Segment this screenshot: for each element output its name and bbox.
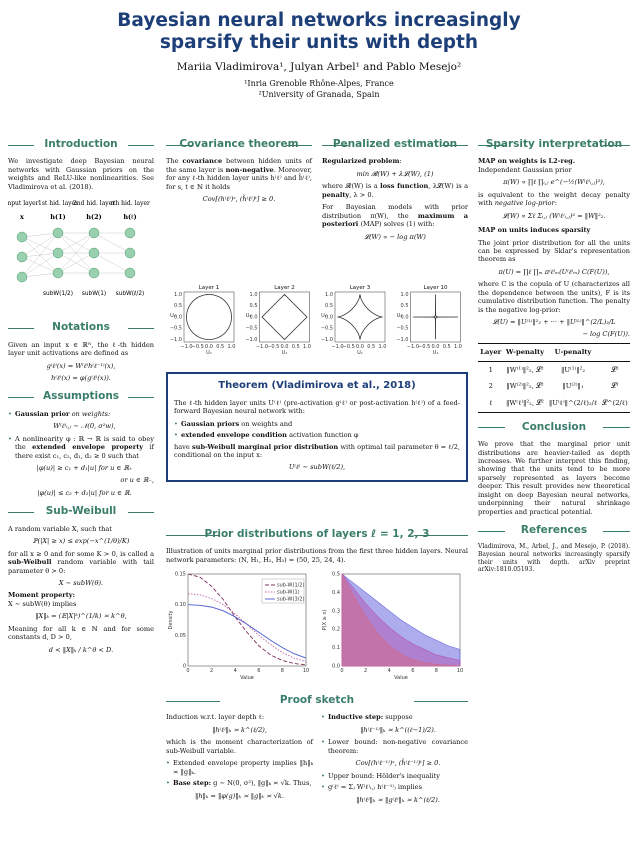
unit-ball-xtick: −1.0 [331, 344, 344, 350]
map-units-heading: MAP on units induces sparsity [478, 226, 591, 235]
chart-ytick: 0.3 [332, 608, 340, 615]
net-label-h2: 2nd hid. layer [72, 200, 116, 208]
sparsity-eq4: 𝓛(U) ≈ ‖U⁽¹⁾‖²₂ + ··· + ‖U⁽ᴸ⁾‖^(2/L)₂/L [492, 318, 616, 326]
unit-ball-ytick: 1.0 [249, 291, 258, 298]
sparsity-text3: where C is the copula of U (characterizes all the dependence between the units), F is its cumulative distribution function. The penalty is the negative log-prior: [478, 280, 630, 314]
unit-ball-ytick: −1.0 [396, 336, 409, 343]
notations-text: Given an input x ∈ ℝᴺ, the ℓ-th hidden layer unit activations are defined as [8, 340, 154, 358]
unit-ball-ylabel: U₂ [245, 313, 252, 319]
subweibull-eq3: ‖X‖ₖ = (𝔼|X|ᵏ)^(1/k) ≍ k^θ, [35, 612, 127, 621]
chart-xtick: 2 [210, 668, 214, 675]
penalized-text1: where 𝓡(W) is a loss function, λ𝓛(W) is a penalty, λ > 0. [322, 182, 469, 199]
unit-ball-xtick: 0.0 [356, 344, 364, 350]
unit-ball-xlabel: U₁ [206, 350, 212, 356]
net-var-h1: h(1) [50, 213, 66, 222]
prior-distributions-section [166, 520, 468, 691]
chart-xtick: 0 [186, 668, 190, 675]
chart-xtick: 6 [257, 668, 261, 675]
unit-ball-xtick: 1.0 [378, 344, 387, 350]
chart-ytick: 0.4 [332, 590, 340, 597]
table-header: Layer [480, 347, 502, 356]
subweibull-text2: for all x ≥ 0 and for some K > 0, is called a sub-Weibull random variable with tail parameter θ > 0: [8, 549, 154, 575]
proof-item: • Extended envelope property implies ‖h‖ₖ ≍ ‖g‖ₖ. [166, 759, 313, 776]
unit-ball-xtick: 1.0 [303, 344, 311, 350]
unit-ball-ytick: 0.0 [400, 314, 409, 321]
chart-xtick: 10 [302, 668, 310, 675]
hidden2-node [89, 268, 99, 278]
line-series [188, 605, 306, 658]
penalized-title: Penalized estimation [322, 138, 468, 151]
unit-ball-xtick: −0.5 [418, 344, 431, 350]
unit-ball-curve [413, 295, 458, 340]
net-label-h1: 1st hid. layer [38, 200, 78, 208]
line-series [188, 594, 306, 662]
unit-ball-ytick: −0.5 [245, 325, 258, 332]
chart-xlabel: Value [240, 675, 254, 682]
prior-charts-svg [166, 568, 468, 688]
net-var-h2: h(2) [86, 213, 102, 222]
chart-xtick: 10 [456, 668, 464, 675]
conclusion-text: We prove that the marginal prior unit distributions are heavier-tailed as depth increases. We further interpret this finding, showing that the units tend to be more sparsely represented as layers become deeper. This result provides new theoretical insight on deep Bayesian neural networks, underpinning their natural shrinkage properties and practical potential. [478, 440, 630, 516]
unit-ball-frame [260, 292, 310, 342]
chart-ytick: 0.05 [174, 633, 186, 640]
unit-ball-xtick: −1.0 [180, 344, 193, 350]
net-var-x: x [20, 213, 24, 222]
input-node [17, 232, 27, 242]
theorem-item: • Gaussian priors on weights and [174, 420, 460, 428]
regularized-problem: Regularized problem [322, 157, 400, 166]
table-header: U-penalty [554, 347, 592, 356]
unit-ball-xtick: 0.5 [291, 344, 300, 350]
unit-ball-ytick: 0.5 [249, 303, 258, 310]
unit-ball-xtick: 1.0 [454, 344, 462, 350]
penalized-eq1: min 𝓡(W) + λ𝓛(W), (1) [356, 169, 434, 178]
assumption-item: • A nonlinearity φ : ℝ → ℝ is said to obey the extended envelope property if there exist c₁, c₂, d₁, d₂ ≥ 0 such that |φ(u)| ≥ c₁ + d₁|u| for u ∈ ℝ₊ or u ∈ ℝ₋, |φ(u)| ≤ c₂ + d₂|u| for u ∈ ℝ. [8, 435, 154, 498]
input-node [17, 252, 27, 262]
subweibull-text1: A random variable X, such that [8, 524, 112, 533]
penalized-eq2: 𝓛(W) ∝ − log π(W) [364, 232, 426, 241]
net-label-input: input layer [8, 200, 39, 208]
unit-ball-ytick: 1.0 [174, 291, 182, 298]
covariance-eq: Cov[(h⁽ℓ⁾)ˢ, (h̃⁽ℓ⁾)ᵗ] ≥ 0. [202, 195, 276, 204]
column-2 [166, 130, 312, 208]
authors: Mariia Vladimirova¹, Julyan Arbel¹ and Pablo Mesejo² [176, 61, 462, 73]
unit-ball-xtick: −0.5 [191, 344, 204, 350]
hidden2-node [89, 248, 99, 258]
unit-ball-ytick: −1.0 [245, 336, 258, 343]
subweibull-title: Sub-Weibull [8, 505, 154, 518]
subweibull-text3: Meaning for all k ∈ ℕ and for some constants d, D > 0, [8, 624, 154, 642]
unit-ball-curve [262, 295, 307, 340]
unit-ball-frame [335, 292, 385, 342]
unit-ball-title: Layer 2 [274, 285, 295, 291]
prior-dist-text: Illustration of units marginal prior distributions from the first three hidden layers. Neural network parameters: (N, H₁, H₂, H₃) = (50, 25, 24, 4). [166, 547, 468, 564]
proof-right [321, 713, 468, 808]
chart-xlabel: Value [394, 675, 408, 682]
unit-ball-ytick: 0.0 [249, 314, 258, 321]
unit-ball-xtick: −0.5 [267, 344, 280, 350]
unit-ball-xtick: 0.5 [216, 344, 225, 350]
unit-ball-ytick: −0.5 [320, 325, 333, 332]
unit-ball-title: Layer 10 [423, 285, 448, 291]
unit-ball-xlabel: U₁ [432, 350, 439, 356]
unit-ball-ytick: −1.0 [169, 336, 182, 343]
theorem-eq: U⁽ℓ⁾ ∼ subW(ℓ/2), [288, 463, 346, 472]
unit-ball-curve [338, 295, 383, 340]
unit-ball-plots [166, 282, 468, 362]
network-diagram [8, 195, 154, 313]
net-var-hl: h(ℓ) [123, 213, 137, 222]
chart-ytick: 0.2 [332, 627, 340, 634]
sparsity-text2: The joint prior distribution for all the units can be expressed by Sklar's representation theorem as [478, 238, 630, 264]
column-1 [8, 130, 154, 658]
unit-ball-ytick: 0.0 [325, 314, 333, 321]
theorem-intro: The ℓ-th hidden layer units U⁽ℓ⁾ (pre-activation g⁽ℓ⁾ or post-activation h⁽ℓ⁾) of a feed-forward Bayesian neural network with: [174, 398, 460, 416]
unit-ball-ytick: 0.5 [400, 303, 409, 310]
chart-xtick: 4 [233, 668, 237, 675]
proof-item: • Base step: g ∼ N(0, σ²), ‖g‖ₖ ≍ √k. Thus, [166, 779, 313, 787]
proof-title: Proof sketch [166, 694, 468, 707]
chart-ytick: 0 [182, 663, 186, 670]
unit-ball-title: Layer 3 [349, 285, 371, 291]
table-header [600, 343, 630, 361]
hidden1-node [53, 228, 63, 238]
hiddenL-node [125, 268, 135, 278]
theorem-list [174, 420, 460, 440]
unit-ball-ylabel: U₂ [321, 313, 327, 319]
unit-ball-frame [184, 292, 234, 342]
penalty-table [478, 343, 630, 413]
unit-ball-ytick: 1.0 [400, 291, 409, 298]
chart-ylabel: P(X ≥ x) [322, 609, 328, 631]
poster-header [0, 0, 638, 125]
affiliations: ¹Inria Grenoble Rhône-Alpes, France ²University of Granada, Spain [244, 79, 394, 100]
unit-ball-ytick: −0.5 [396, 325, 409, 332]
table-row: ℓ ‖W⁽ℓ⁾‖²₂, 𝓛² ‖U⁽ℓ⁾‖^(2/ℓ)₂/ℓ 𝓛^(2/ℓ) [478, 395, 630, 412]
unit-ball-ytick: −1.0 [320, 336, 333, 343]
references-title: References [478, 524, 630, 537]
theorem-box [166, 372, 468, 482]
chart-xtick: 2 [364, 668, 368, 675]
chart-ytick: 0.0 [332, 663, 340, 670]
unit-ball-title: Layer 1 [198, 285, 220, 291]
chart-xtick: 8 [434, 668, 438, 675]
legend-label: sub-W(3/2) [277, 596, 305, 603]
subweibull-eq2: X ∼ subW(θ). [58, 578, 104, 587]
unit-ball-xtick: −1.0 [255, 344, 269, 350]
sparsity-eq3: π(U) = ∏ℓ ∏ₘ π⁽ℓ⁾ₘ(U⁽ℓ⁾ₘ) C(F(U)), [498, 267, 610, 276]
sparsity-eq2: 𝓛(W) ∝ Σℓ Σᵢ,ⱼ (W⁽ℓ⁾ᵢ,ⱼ)² = ‖W‖²₂. [502, 211, 606, 220]
unit-ball-ylabel: U₂ [170, 313, 176, 319]
column-3: Penalized estimation Regularized problem: min 𝓡(W) + λ𝓛(W), (1) where 𝓡(W) is a loss function, λ𝓛(W) is a penalty, λ > 0. For Bayesian models with prior distribution π(W), the maximum a posteriori (MAP) solves (1) with: 𝓛(W) ∝ − log π(W) [322, 138, 469, 241]
sparsity-eq4b: − log C(F(U)). [582, 330, 630, 339]
introduction-text: We investigate deep Bayesian neural networks with Gaussian priors on the weights and ReLU-like nonlinearities. See Vladimirova et al. (2018). [8, 157, 154, 191]
hiddenL-node [125, 228, 135, 238]
unit-ball-xlabel: U₁ [281, 350, 288, 356]
assumptions-list [8, 410, 154, 498]
chart-ytick: 0.10 [174, 602, 186, 609]
chart-ylabel: Density [168, 610, 174, 630]
proof-item: • Upper bound: Hölder's inequality [321, 772, 468, 780]
chart-ytick: 0.1 [332, 645, 340, 652]
notations-title: Notations [8, 321, 154, 334]
input-node [17, 272, 27, 282]
unit-ball-xlabel: U₁ [357, 350, 363, 356]
chart-xtick: 8 [280, 668, 284, 675]
proof-section [166, 686, 468, 808]
network-diagram-svg [8, 195, 154, 313]
subweibull-eq1: ℙ(|X| ≥ x) ≤ exp(−x^(1/θ)/K) [32, 537, 130, 546]
unit-ball-ytick: 0.5 [325, 303, 333, 310]
assumption-item: • Gaussian prior on weights: W⁽ℓ⁾ᵢ,ⱼ ∼ 𝒩(0, σ²w), [8, 410, 154, 431]
unit-ball-ytick: 0.5 [174, 303, 182, 310]
penalized-text2: For Bayesian models with prior distribution π(W), the maximum a posteriori (MAP) solves (1) with: [322, 203, 468, 229]
conclusion-title: Conclusion [478, 421, 630, 434]
legend-label: sub-W(1/2) [277, 582, 305, 589]
notations-eq2: h⁽ℓ⁾(x) = φ(g⁽ℓ⁾(x)). [51, 373, 111, 382]
covariance-title: Covariance theorem [166, 138, 312, 151]
net-sub-1: subW(1/2) [43, 291, 73, 298]
net-sub-3: subW(ℓ/2) [115, 291, 145, 298]
theorem-item: • extended envelope condition activation function φ [174, 431, 460, 439]
unit-ball-ylabel: U₂ [396, 313, 403, 319]
unit-ball-xtick: 0.5 [442, 344, 451, 350]
sparsity-eq1: π(W) ∝ ∏ℓ ∏ᵢ,ⱼ e^(−½(W⁽ℓ⁾ᵢ,ⱼ)²), [503, 178, 605, 187]
proof-item: • g⁽ℓ⁾ = Σⱼ W⁽ℓ⁾ᵢ,ⱼ h⁽ℓ⁻¹⁾ⱼ implies ‖h⁽ℓ⁾‖ₖ ≍ ‖g⁽ℓ⁾‖ₖ ≍ k^(ℓ/2). [321, 783, 468, 804]
proof-item: • Lower bound: non-negative covariance theorem: Cov[(h⁽ℓ⁻¹⁾)ˢ, (h̃⁽ℓ⁻¹⁾)ᵗ] ≥ 0. [321, 738, 468, 767]
table-row: 1 ‖W⁽¹⁾‖²₂, 𝓛² ‖U⁽¹⁾‖²₂ 𝓛² [488, 365, 619, 374]
map-l2-heading: MAP on weights is L2-reg. [478, 157, 576, 166]
unit-ball-svg [166, 282, 468, 362]
unit-ball-xtick: 0.0 [431, 344, 440, 350]
notations-eq1: g⁽ℓ⁾(x) = W⁽ℓ⁾h⁽ℓ⁻¹⁾(x), [46, 361, 116, 370]
unit-ball-ytick: 0.0 [174, 314, 182, 321]
introduction-title: Introduction [8, 138, 154, 151]
column-4: Sparsity interpretation MAP on weights is L2-reg. Independent Gaussian prior π(W) ∝ ∏ℓ ∏ᵢ,ⱼ e^(−½(W⁽ℓ⁾ᵢ,ⱼ)²), is equivalent to the weight decay penalty with negative log-prior: 𝓛(W) ∝ Σℓ Σᵢ,ⱼ (W⁽ℓ⁾ᵢ,ⱼ)² = ‖W‖²₂. MAP on units induces sparsity The joint prior distribution for all the units can be expressed by Sklar's representation theorem as π(U) = ∏ℓ ∏ₘ π⁽ℓ⁾ₘ(U⁽ℓ⁾ₘ) C(F(U)), where C is the copula of U (characterizes all the dependence between the units), F is its cumulative distribution function. The penalty is the negative log-prior: 𝓛(U) ≈ ‖U⁽¹⁾‖²₂ + ··· + ‖U⁽ᴸ⁾‖^(2/L)₂/L − log C(F(U)). Layer W-penalty U-penalty 1 ‖W⁽¹⁾‖²₂, 𝓛² ‖U⁽¹⁾‖²₂ 𝓛² 2 ‖W⁽²⁾‖²₂, 𝓛² ‖U⁽²⁾‖₁ 𝓛¹ ℓ ‖W⁽ℓ⁾‖²₂, 𝓛² ‖U⁽ℓ⁾‖^(2/ℓ)₂/ℓ 𝓛^(2/ℓ) Conclusion We prove that the marginal prior unit distributions are heavier-tailed as depth increases. We further interpret this finding, showing that the units tend to be more sparsely represented as layers become deeper. This result provides new theoretical insight on deep Bayesian neural networks, underpinning their natural shrinkage properties and practical potential. References Vladimirova, M., Arbel, J., and Mesejo, P. (2018). Bayesian neural networks increasingly sparsify their units with depth. arXiv preprint arXiv:1810.05193. [478, 138, 630, 574]
hiddenL-node [125, 248, 135, 258]
poster-title: Bayesian neural networks increasingly sparsify their units with depth [117, 10, 521, 53]
prior-dist-title: Prior distributions of layers ℓ = 1, 2, 3 [166, 528, 468, 541]
net-sub-2: subW(1) [81, 291, 107, 298]
table-header: W-penalty [505, 347, 545, 356]
unit-ball-xtick: 0.0 [205, 344, 213, 350]
unit-ball-xtick: −0.5 [342, 344, 355, 350]
hidden1-node [53, 248, 63, 258]
references-text: Vladimirova, M., Arbel, J., and Mesejo, P. (2018). Bayesian neural networks increasingly sparsify their units with depth. arXiv preprint arXiv:1810.05193. [478, 543, 630, 574]
unit-ball-xtick: 0.0 [280, 344, 289, 350]
table-header-row [478, 343, 630, 361]
theorem-text: have sub-Weibull marginal prior distribution with optimal tail parameter θ = ℓ/2, conditional on the input x: [174, 442, 460, 459]
table-row: 2 ‖W⁽²⁾‖²₂, 𝓛² ‖U⁽²⁾‖₁ 𝓛¹ [488, 382, 619, 391]
chart-xtick: 4 [387, 668, 391, 675]
proof-left: Induction w.r.t. layer depth ℓ: ‖h⁽ℓ⁾‖ₖ ≍ k^(ℓ/2), which is the moment characterization of sub-Weibull variable. • Extended envelope property implies ‖h‖ₖ ≍ ‖g‖ₖ. • Base step: g ∼ N(0, σ²), ‖g‖ₖ ≍ √k. Thus, ‖h‖ₖ = ‖φ(g)‖ₖ ≍ ‖g‖ₖ ≍ √k. [166, 713, 313, 808]
unit-ball-curve [187, 295, 232, 340]
unit-ball-ytick: −0.5 [169, 325, 182, 332]
covariance-text: The covariance between hidden units of the same layer is non-negative. Moreover, for any ℓ-th hidden layer units h⁽ℓ⁾ and h̃⁽ℓ⁾, for s, t ∈ ℕ it holds [166, 157, 312, 191]
unit-ball-xtick: −1.0 [406, 344, 420, 350]
assumptions-title: Assumptions [8, 390, 154, 403]
unit-ball-xtick: 0.5 [367, 344, 376, 350]
hidden2-node [89, 228, 99, 238]
unit-ball-xtick: 1.0 [227, 344, 236, 350]
chart-ytick: 0.15 [174, 571, 186, 578]
proof-item: • Inductive step: suppose ‖h⁽ℓ⁻¹⁾‖ₖ ≍ k^((ℓ−1)/2). [321, 713, 468, 734]
hidden1-node [53, 268, 63, 278]
chart-xtick: 0 [340, 668, 344, 675]
theorem-title: Theorem (Vladimirova et al., 2018) [218, 380, 416, 391]
sparsity-title: Sparsity interpretation [478, 138, 630, 151]
legend-label: sub-W(1) [277, 589, 300, 596]
subweibull-eq4: d < ‖X‖ₖ / k^θ < D. [48, 645, 114, 654]
unit-ball-ytick: 1.0 [325, 291, 333, 298]
chart-xtick: 6 [411, 668, 415, 675]
net-label-hl: ℓth hid. layer [110, 200, 150, 208]
moment-property: Moment property: X ∼ subW(θ) implies [8, 591, 77, 608]
chart-ytick: 0.5 [332, 571, 340, 578]
